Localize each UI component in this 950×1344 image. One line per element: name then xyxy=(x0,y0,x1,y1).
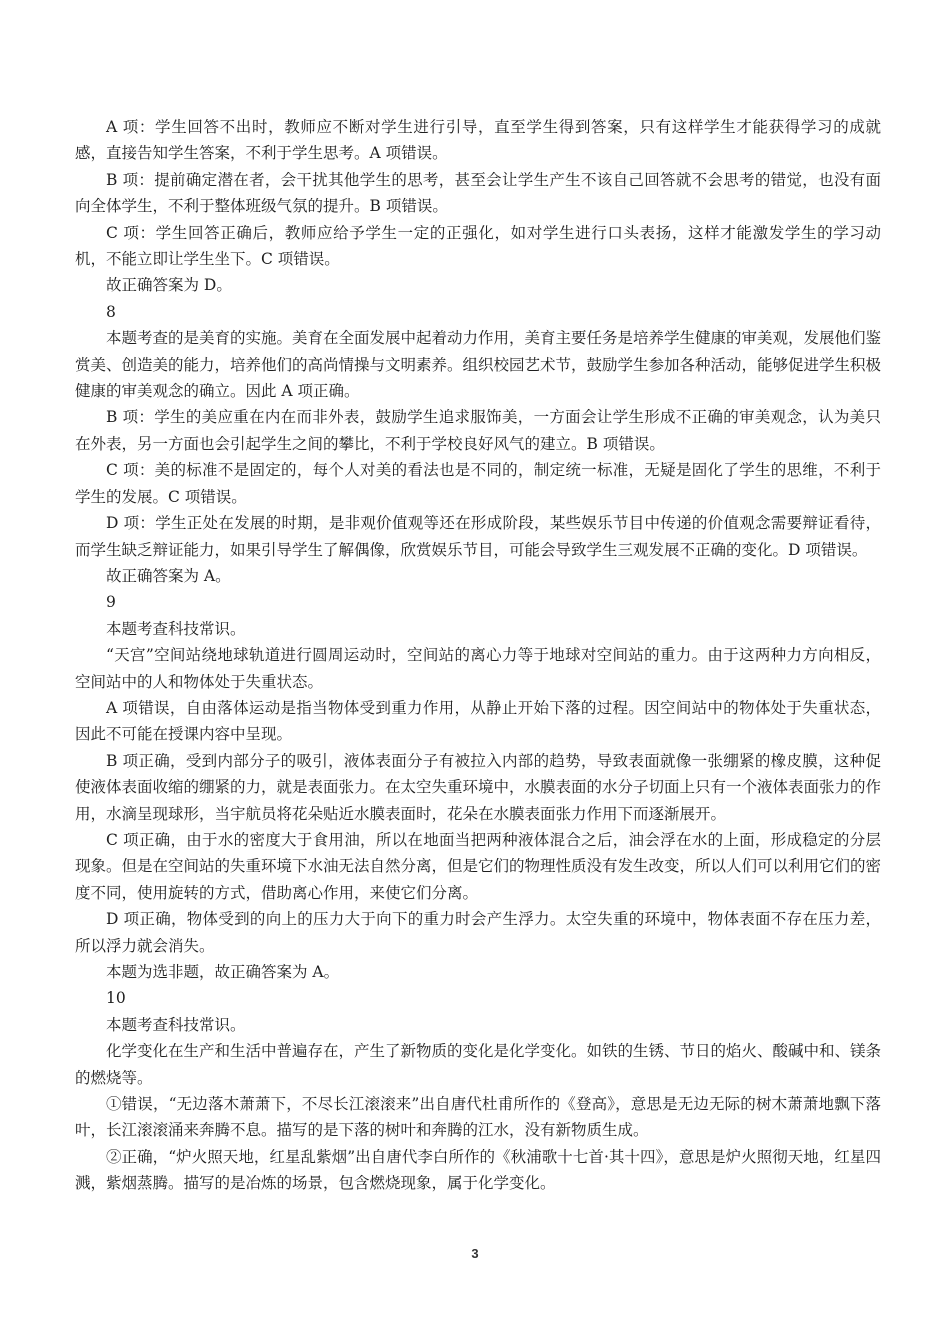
paragraph: “天宫”空间站绕地球轨道进行圆周运动时，空间站的离心力等于地球对空间站的重力。由于这两种力方向相反，空间站中的人和物体处于失重状态。 xyxy=(75,646,881,691)
paragraph: 本题为选非题，故正确答案为 A。 xyxy=(106,963,340,981)
paragraph: 本题考查科技常识。 xyxy=(106,1015,246,1034)
question-number: 10 xyxy=(106,989,126,1008)
paragraph: 故正确答案为 D。 xyxy=(106,276,232,295)
paragraph: ②正确，“炉火照天地，红星乱紫烟”出自唐代李白所作的《秋浦歌十七首·其十四》，意思是炉火照彻天地，红星四溅，紫烟蒸腾。描写的是冶炼的场景，包含燃烧现象，属于化学变化。 xyxy=(75,1147,881,1193)
question-number: 8 xyxy=(106,302,116,321)
paragraph: D 项正确，物体受到的向上的压力大于向下的重力时会产生浮力。太空失重的环境中，物体表面不存在压力差，所以浮力就会消失。 xyxy=(75,910,881,955)
paragraph: B 项：学生的美应重在内在而非外表，鼓励学生追求服饰美，一方面会让学生形成不正确的审美观念，认为美只在外表，另一方面也会引起学生之间的攀比，不利于学校良好风气的建立。B 项错误。 xyxy=(75,408,881,453)
paragraph: C 项：美的标准不是固定的，每个人对美的看法也是不同的，制定统一标准，无疑是固化了学生的思维，不利于学生的发展。C 项错误。 xyxy=(75,461,881,506)
page-number: 3 xyxy=(471,1246,479,1261)
paragraph: 本题考查的是美育的实施。美育在全面发展中起着动力作用，美育主要任务是培养学生健康的审美观，发展他们鉴赏美、创造美的能力，培养他们的高尚情操与文明素养。组织校园艺术节，鼓励学生参加各种活动，能够促进学生积极健康的审美观念的确立。因此 A 项正确。 xyxy=(75,329,882,401)
paragraph: C 项正确，由于水的密度大于食用油，所以在地面当把两种液体混合之后，油会浮在水的上面，形成稳定的分层现象。但是在空间站的失重环境下水油无法自然分离，但是它们的物理性质没有发生改变，所以人们可以利用它们的密度不同，使用旋转的方式，借助离心作用，来使它们分离。 xyxy=(75,830,882,902)
paragraph: C 项：学生回答正确后，教师应给予学生一定的正强化，如对学生进行口头表扬，这样才能激发学生的学习动机，不能立即让学生坐下。C 项错误。 xyxy=(75,223,881,269)
question-number: 9 xyxy=(106,593,116,612)
answer-explanation-body xyxy=(75,114,881,1197)
paragraph: D 项：学生正处在发展的时期，是非观价值观等还在形成阶段，某些娱乐节目中传递的价值观念需要辩证看待，而学生缺乏辩证能力，如果引导学生了解偶像，欣赏娱乐节目，可能会导致学生三观发展不正确的变化。D 项错误。 xyxy=(75,514,881,559)
paragraph: ①错误，“无边落木萧萧下，不尽长江滚滚来”出自唐代杜甫所作的《登高》，意思是无边无际的树木萧萧地飘下落叶，长江滚滚涌来奔腾不息。描写的是下落的树叶和奔腾的江水，没有新物质生成。 xyxy=(75,1095,881,1140)
paragraph: 本题考查科技常识。 xyxy=(106,619,246,638)
paragraph: 化学变化在生产和生活中普遍存在，产生了新物质的变化是化学变化。如铁的生锈、节日的焰火、酸碱中和、镁条的燃烧等。 xyxy=(75,1042,882,1087)
paragraph: 故正确答案为 A。 xyxy=(106,566,231,585)
paragraph: A 项：学生回答不出时，教师应不断对学生进行引导，直至学生得到答案，只有这样学生才能获得学习的成就感，直接告知学生答案，不利于学生思考。A 项错误。 xyxy=(75,118,881,163)
paragraph: B 项：提前确定潜在者，会干扰其他学生的思考，甚至会让学生产生不该自己回答就不会思考的错觉，也没有面向全体学生，不利于整体班级气氛的提升。B 项错误。 xyxy=(75,170,881,216)
paragraph: B 项正确，受到内部分子的吸引，液体表面分子有被拉入内部的趋势，导致表面就像一张绷紧的橡皮膜，这种促使液体表面收缩的绷紧的力，就是表面张力。在太空失重环境中，水膜表面的水分子切面上只有一个液体表面张力的作用，水滴呈现球形，当宇航员将花朵贴近水膜表面时，花朵在水膜表面张力作用下而逐渐展开。 xyxy=(75,751,882,823)
paragraph: A 项错误，自由落体运动是指当物体受到重力作用，从静止开始下落的过程。因空间站中的物体处于失重状态，因此不可能在授课内容中呈现。 xyxy=(75,698,881,744)
